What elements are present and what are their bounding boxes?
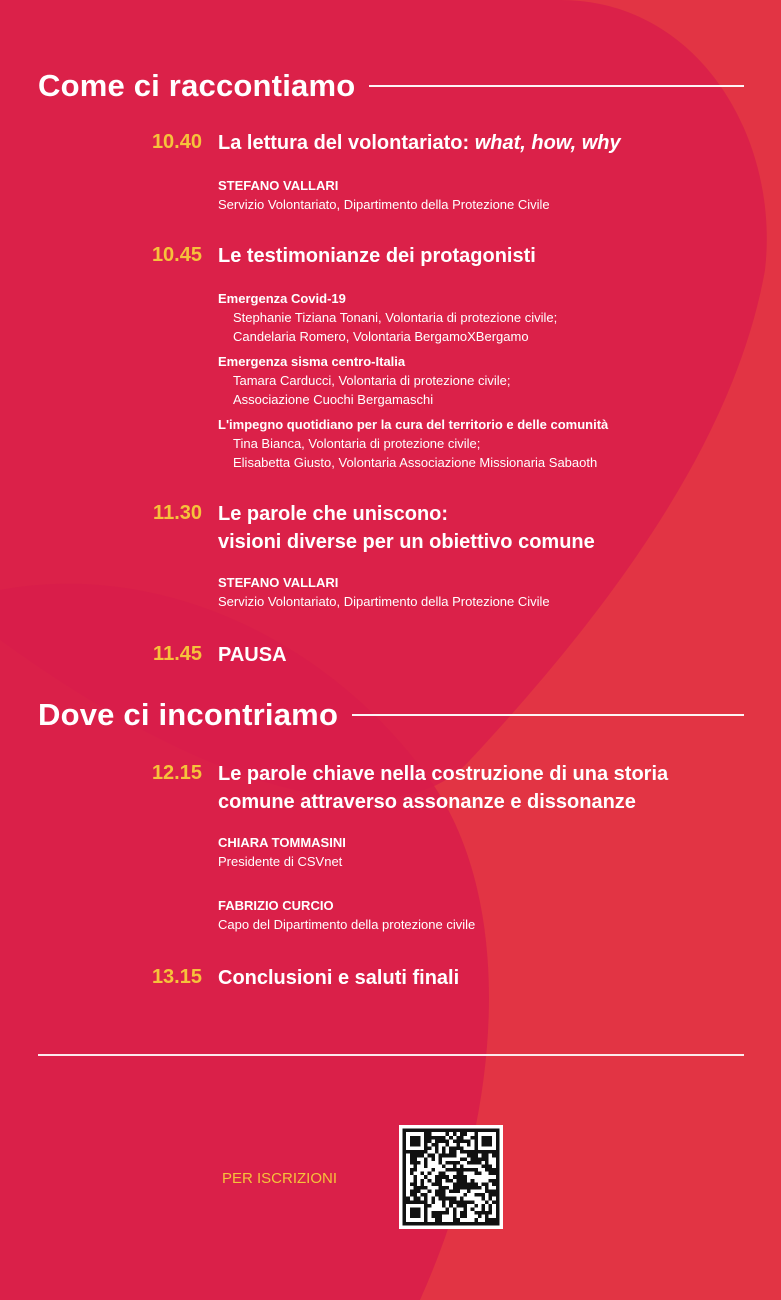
registration-label: PER ISCRIZIONI [222, 1170, 338, 1187]
speaker [218, 176, 758, 214]
agenda-time: 11.45 [153, 643, 202, 665]
agenda-title [218, 129, 758, 157]
section-divider [352, 714, 744, 716]
speaker-role: Servizio Volontariato, Dipartimento della Protezione Civile [218, 197, 550, 212]
section-title: Dove ci incontriamo [38, 697, 339, 732]
agenda-title: PAUSA [218, 644, 287, 666]
testimony-heading: Emergenza Covid-19 [218, 291, 346, 306]
testimony-group [218, 289, 758, 346]
speaker [218, 573, 758, 611]
testimony-line: Elisabetta Giusto, Volontaria Associazione Missionaria Sabaoth [233, 455, 598, 470]
section-come-ci-raccontiamo [38, 68, 744, 104]
agenda-title [218, 500, 758, 556]
speaker [218, 896, 758, 934]
testimony-line: Associazione Cuochi Bergamaschi [233, 392, 434, 407]
testimony-group [218, 415, 758, 472]
testimony-line: Tamara Carducci, Volontaria di protezione civile; [233, 373, 511, 388]
speaker [218, 833, 758, 871]
speaker-name: CHIARA TOMMASINI [218, 835, 346, 850]
speaker-role: Presidente di CSVnet [218, 854, 343, 869]
testimony-line: Tina Bianca, Volontaria di protezione civile; [233, 436, 481, 451]
agenda-title-line: Le parole chiave nella costruzione di una storia [218, 763, 669, 785]
qr-code-icon[interactable] [399, 1125, 503, 1229]
section-divider [369, 85, 744, 87]
agenda-time: 10.45 [151, 244, 202, 266]
speaker-name: FABRIZIO CURCIO [218, 898, 334, 913]
agenda-title-line: visioni diverse per un obiettivo comune [218, 531, 595, 553]
agenda-title-line: comune attraverso assonanze e dissonanze [218, 791, 636, 813]
speaker-role: Capo del Dipartimento della protezione civile [218, 917, 476, 932]
agenda-title-line: Le parole che uniscono: [218, 503, 449, 525]
testimony-heading: Emergenza sisma centro-Italia [218, 354, 406, 369]
bottom-divider [38, 1054, 744, 1056]
agenda-time: 10.40 [151, 131, 202, 153]
speaker-role: Servizio Volontariato, Dipartimento della Protezione Civile [218, 594, 550, 609]
testimony-heading: L'impegno quotidiano per la cura del territorio e delle comunità [218, 417, 609, 432]
agenda-title [218, 760, 758, 816]
testimony-group [218, 352, 758, 409]
testimony-line: Stephanie Tiziana Tonani, Volontaria di protezione civile; [233, 310, 558, 325]
agenda-title-italic: what, how, why [474, 132, 621, 154]
section-title: Come ci raccontiamo [38, 68, 356, 103]
testimony-line: Candelaria Romero, Volontaria BergamoXBergamo [233, 329, 529, 344]
agenda-time: 11.30 [153, 502, 202, 524]
section-dove-ci-incontriamo [38, 697, 744, 733]
speaker-name: STEFANO VALLARI [218, 575, 339, 590]
agenda-time: 12.15 [151, 762, 202, 784]
agenda-title: Le testimonianze dei protagonisti [218, 245, 536, 267]
speaker-name: STEFANO VALLARI [218, 178, 339, 193]
agenda-title: Conclusioni e saluti finali [218, 967, 460, 989]
agenda-time: 13.15 [151, 966, 202, 988]
agenda-title-text: La lettura del volontariato: [218, 132, 475, 154]
